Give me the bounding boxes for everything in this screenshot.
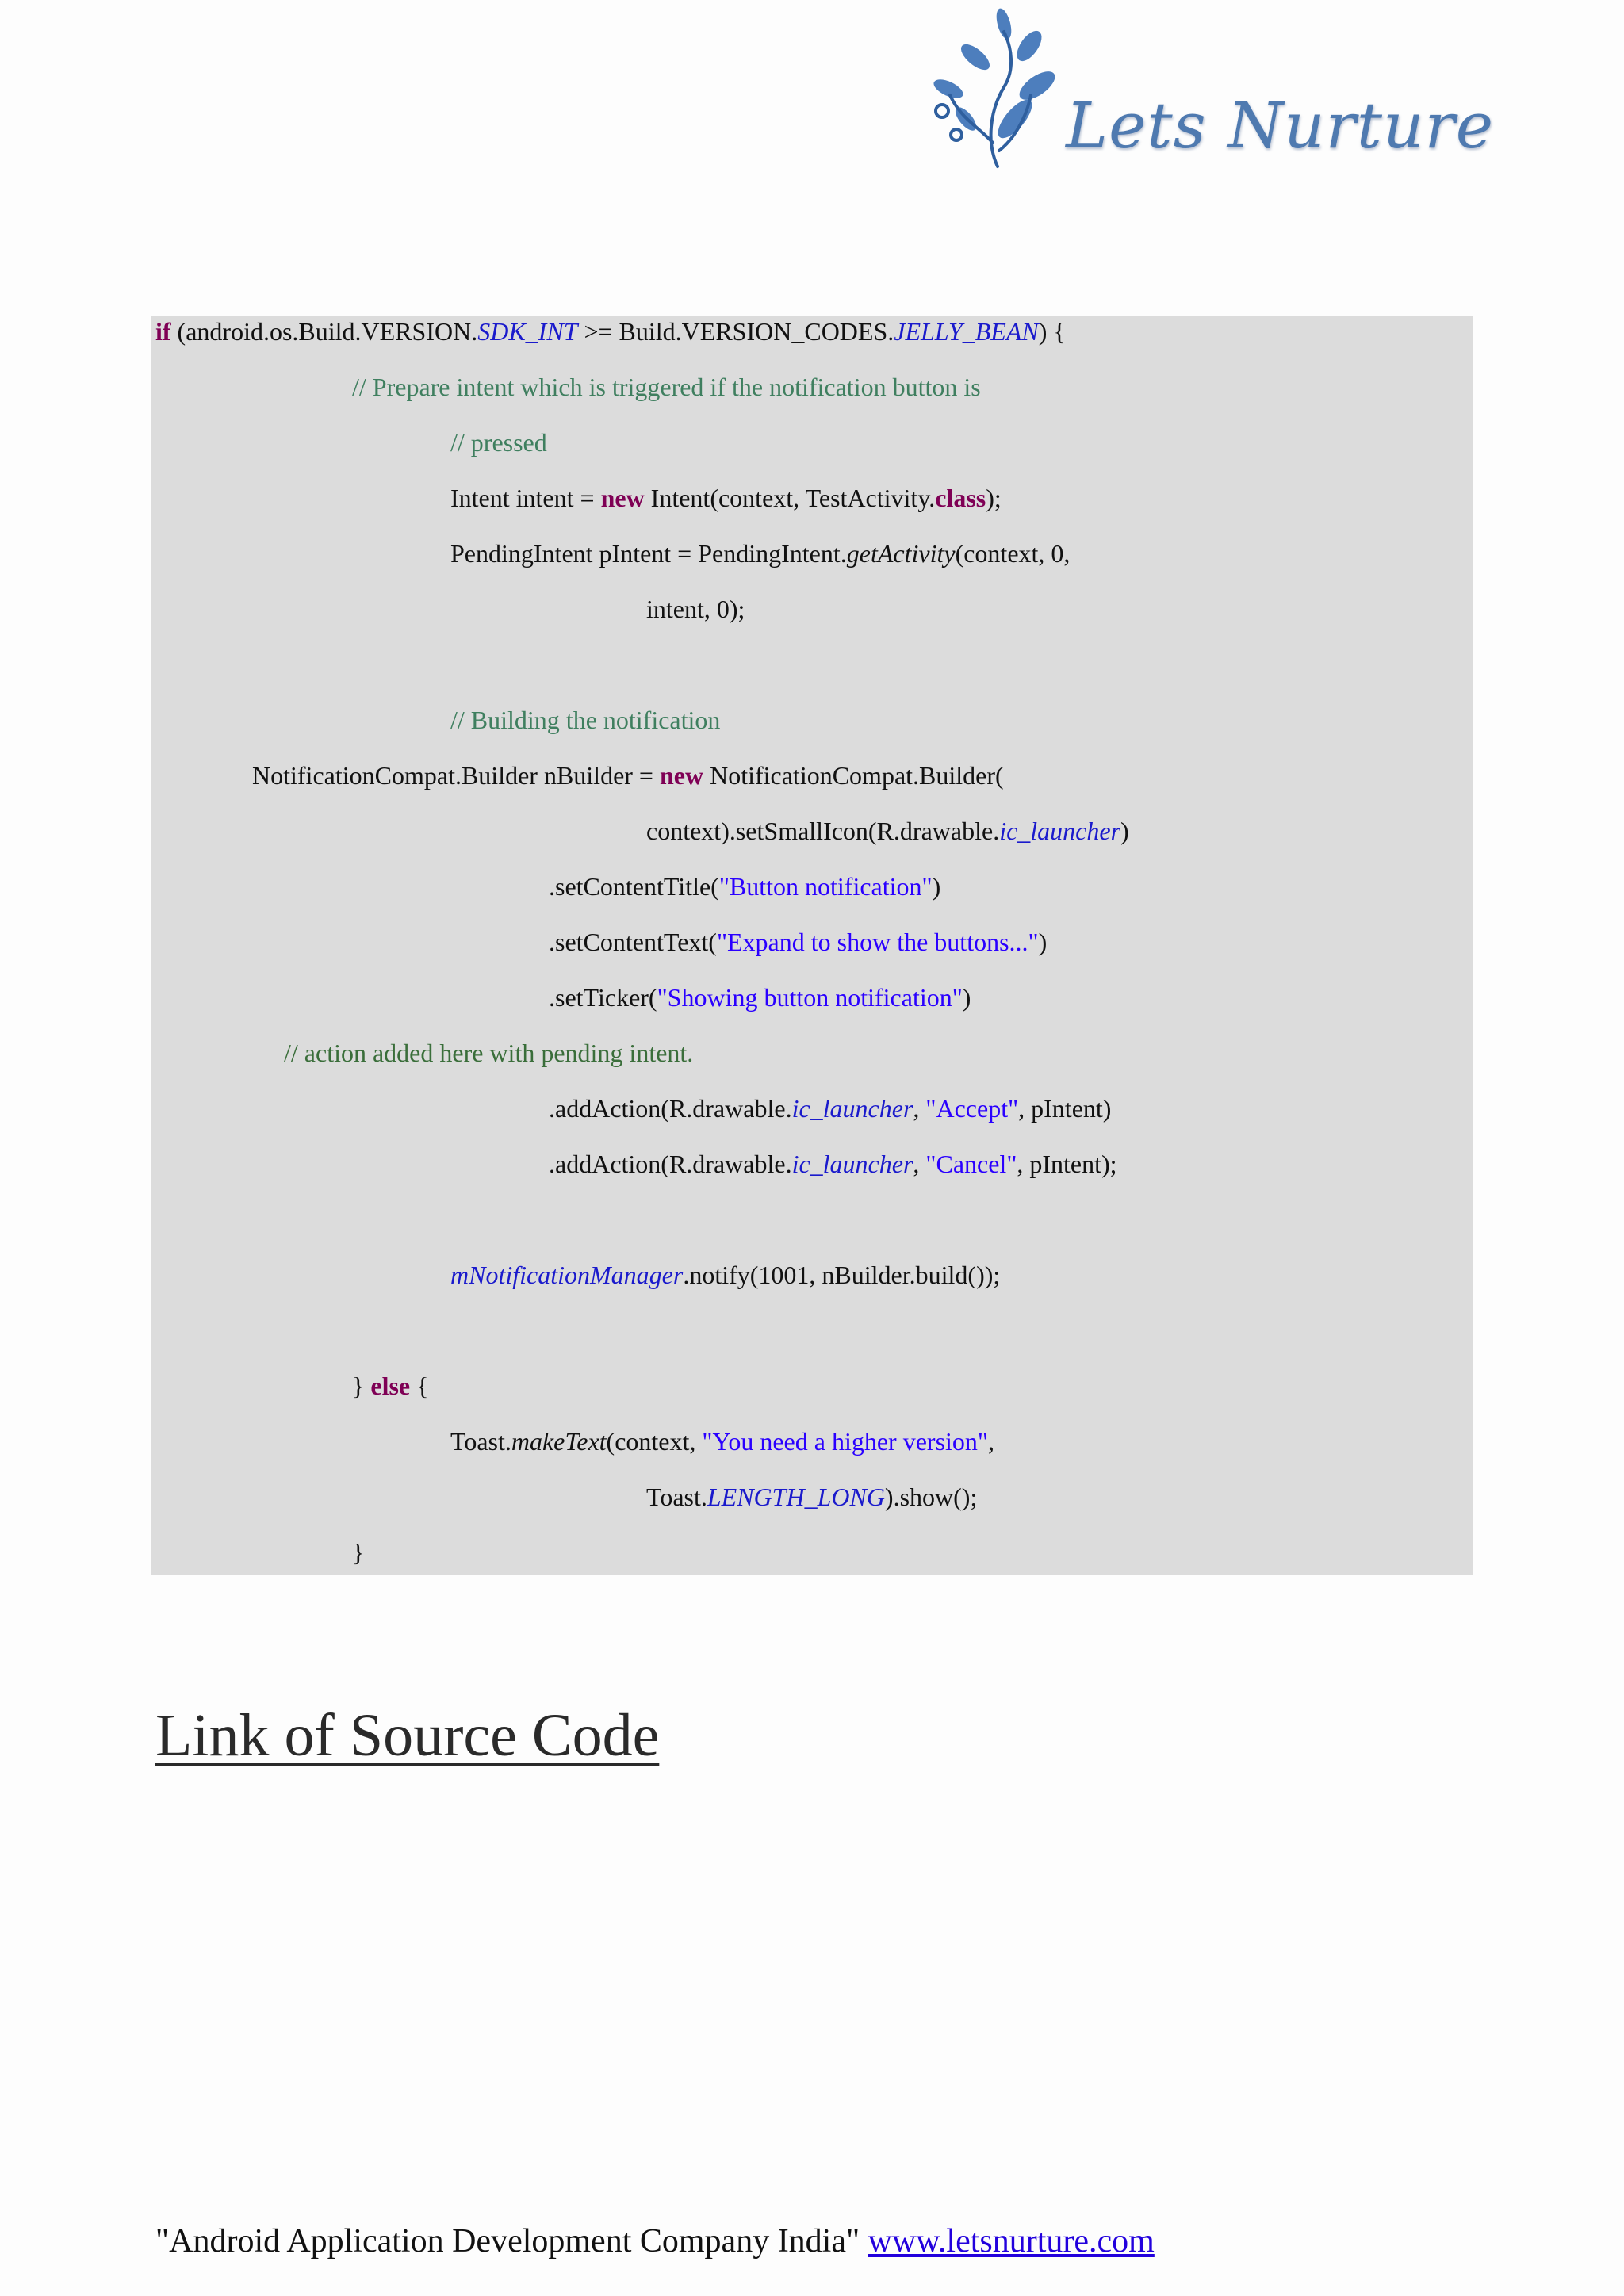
code-line-2: // Prepare intent which is triggered if the notification button is (352, 373, 981, 401)
code-text: Intent intent = (450, 484, 601, 512)
footer-text: "Android Application Development Company India" (155, 2223, 868, 2260)
code-text: .addAction(R.drawable. (549, 1094, 792, 1123)
code-method: getActivity (846, 539, 956, 568)
code-string: "Accept" (925, 1094, 1019, 1123)
code-text: ) { (1038, 317, 1066, 346)
code-block (151, 316, 1473, 1575)
code-field: ic_launcher (999, 817, 1121, 845)
code-line-12 (549, 982, 971, 1013)
code-line-15 (549, 1148, 1117, 1180)
code-text: ) (962, 983, 971, 1012)
code-string: "Showing button notification" (657, 983, 963, 1012)
code-field: ic_launcher (791, 1094, 914, 1123)
code-text: .addAction(R.drawable. (549, 1150, 792, 1178)
code-text: , pIntent); (1017, 1150, 1117, 1178)
code-field: mNotificationManager (450, 1261, 684, 1289)
code-field: SDK_INT (477, 317, 578, 346)
keyword-new: new (600, 484, 645, 512)
code-method: makeText (511, 1427, 607, 1456)
code-text: ) (932, 872, 941, 901)
code-line-4 (450, 482, 1002, 514)
code-line-18 (450, 1425, 994, 1457)
code-field: JELLY_BEAN (894, 317, 1039, 346)
code-line-20: } (352, 1538, 365, 1567)
code-text: PendingIntent pIntent = PendingIntent. (450, 539, 847, 568)
code-text: (context, 0, (955, 539, 1071, 568)
code-line-17 (352, 1370, 428, 1402)
keyword-class: class (935, 484, 986, 512)
lets-nurture-logo (910, 0, 1495, 176)
keyword-if: if (155, 317, 171, 346)
code-string: "Cancel" (925, 1150, 1017, 1178)
code-text: >= Build.VERSION_CODES. (577, 317, 894, 346)
code-line-8 (252, 760, 1004, 791)
website-link[interactable]: www.letsnurture.com (868, 2223, 1155, 2260)
code-text: ) (1120, 817, 1129, 845)
code-text: , (987, 1427, 994, 1456)
code-text: ).show(); (884, 1483, 978, 1511)
leaf-icon (910, 0, 1069, 176)
code-text: .setContentTitle( (549, 872, 719, 901)
code-text: .notify(1001, nBuilder.build()); (683, 1261, 1001, 1289)
code-text: (context, (606, 1427, 703, 1456)
code-text: ); (986, 484, 1002, 512)
code-line-6: intent, 0); (646, 595, 745, 623)
code-string: "Button notification" (718, 872, 933, 901)
code-string: "You need a higher version" (702, 1427, 988, 1456)
code-text: , (913, 1150, 926, 1178)
code-line-1 (155, 316, 1066, 347)
code-text: , pIntent) (1018, 1094, 1112, 1123)
code-text: NotificationCompat.Builder( (703, 761, 1004, 790)
code-text: , (913, 1094, 926, 1123)
footer (155, 2221, 1155, 2261)
code-line-19 (646, 1481, 977, 1513)
code-line-9 (646, 815, 1129, 847)
code-text: { (410, 1372, 429, 1400)
source-code-link-heading[interactable]: Link of Source Code (155, 1702, 660, 1769)
code-line-3: // pressed (450, 428, 547, 457)
code-text: Toast. (450, 1427, 511, 1456)
code-text: ) (1038, 928, 1048, 956)
code-line-10 (549, 871, 940, 902)
code-field: LENGTH_LONG (707, 1483, 885, 1511)
code-text: Toast. (646, 1483, 707, 1511)
code-text: NotificationCompat.Builder nBuilder = (252, 761, 660, 790)
code-field: ic_launcher (791, 1150, 914, 1178)
code-text: (android.os.Build.VERSION. (170, 317, 478, 346)
code-text: } (352, 1372, 371, 1400)
keyword-new: new (659, 761, 704, 790)
code-string: "Expand to show the buttons..." (716, 928, 1039, 956)
code-line-7: // Building the notification (450, 706, 721, 734)
code-text: .setTicker( (549, 983, 657, 1012)
code-text: context).setSmallIcon(R.drawable. (646, 817, 1000, 845)
code-line-11 (549, 926, 1047, 958)
logo-text: Lets Nurture (1066, 89, 1495, 163)
code-line-16 (450, 1259, 1000, 1291)
code-line-5 (450, 538, 1070, 569)
code-line-13: // action added here with pending intent. (284, 1039, 694, 1067)
code-text: .setContentText( (549, 928, 717, 956)
code-text: Intent(context, TestActivity. (644, 484, 936, 512)
keyword-else: else (370, 1372, 411, 1400)
code-line-14 (549, 1093, 1111, 1124)
